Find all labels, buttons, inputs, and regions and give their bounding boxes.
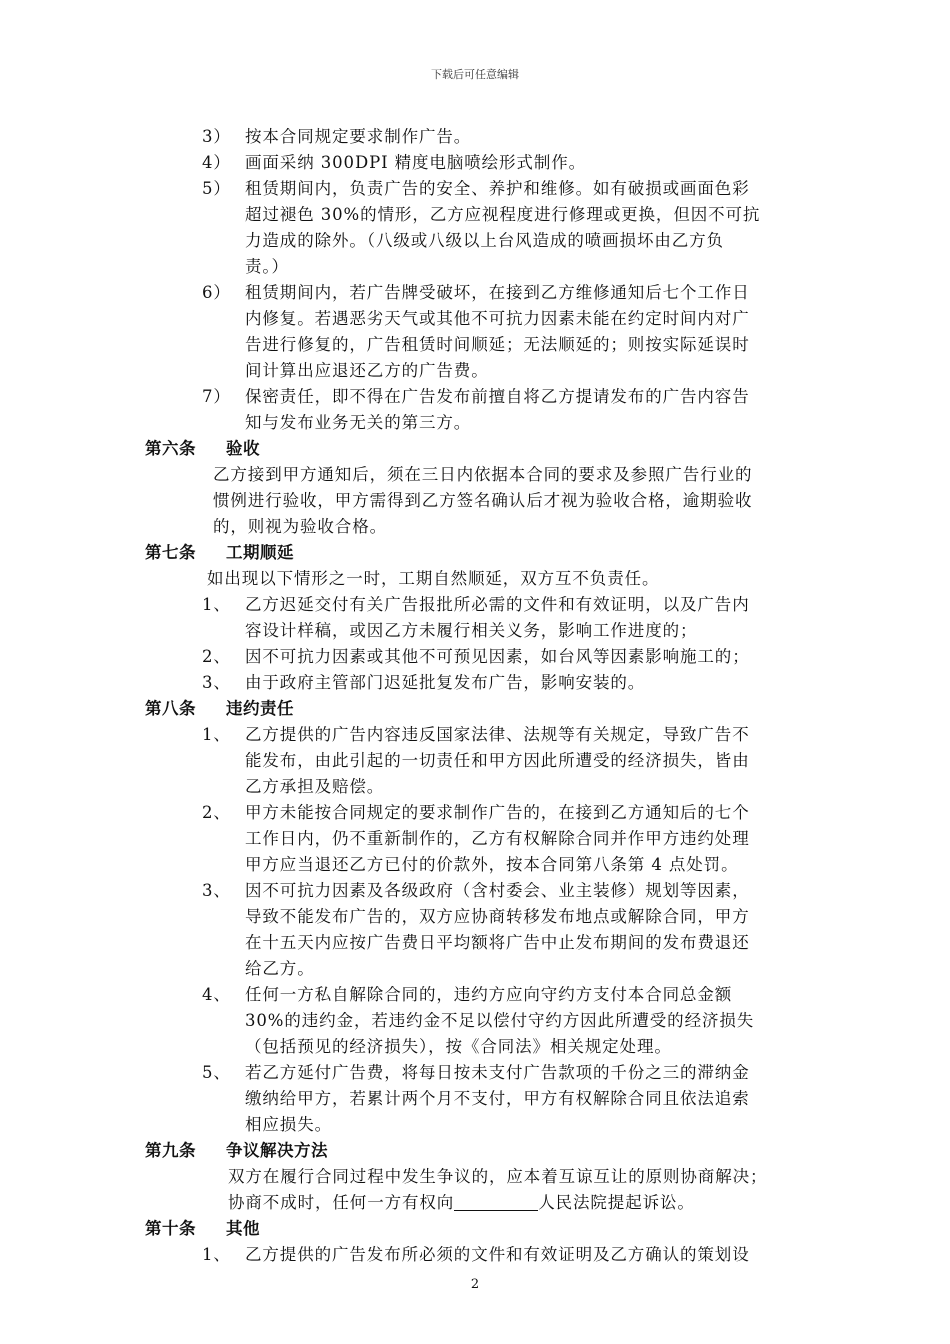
- article-title: 争议解决方法: [226, 1141, 328, 1160]
- item-text: 乙方提供的广告内容违反国家法律、法规等有关规定，导致广告不: [245, 725, 750, 744]
- item-text: 租赁期间内，负责广告的安全、养护和维修。如有破损或画面色彩: [245, 179, 750, 198]
- article-title: 违约责任: [226, 699, 294, 718]
- item-text: 甲方应当退还乙方已付的价款外，按本合同第八条第 4 点处罚。: [245, 855, 739, 874]
- item-number: 1、: [202, 1245, 231, 1264]
- article-number: 第六条: [145, 439, 196, 458]
- contract-body: [145, 124, 810, 1268]
- item-text: 因不可抗力因素及各级政府（含村委会、业主装修）规划等因素，: [245, 881, 750, 900]
- list-item: [145, 982, 810, 1008]
- item-text: 责。）: [245, 257, 289, 276]
- item-text: 导致不能发布广告的，双方应协商转移发布地点或解除合同，甲方: [245, 907, 750, 926]
- article-heading-9: [145, 1138, 810, 1164]
- item-text: 乙方承担及赔偿。: [245, 777, 385, 796]
- item-number: 4、: [202, 985, 231, 1004]
- item-continuation: [145, 332, 810, 358]
- list-item: [145, 280, 810, 306]
- item-text: 租赁期间内，若广告牌受破坏，在接到乙方维修通知后七个工作日: [245, 283, 750, 302]
- item-text: 若乙方延付广告费，将每日按未支付广告款项的千份之三的滞纳金: [245, 1063, 750, 1082]
- item-text: 知与发布业务无关的第三方。: [245, 413, 472, 432]
- item-text: 保密责任，即不得在广告发布前擅自将乙方提请发布的广告内容告: [245, 387, 750, 406]
- item-text: 告进行修复的，广告租赁时间顺延；无法顺延的；则按实际延误时: [245, 335, 750, 354]
- list-item: [145, 124, 810, 150]
- paragraph-line: [145, 514, 810, 540]
- article-heading-8: [145, 696, 810, 722]
- item-text: 任何一方私自解除合同的，违约方应向守约方支付本合同总金额: [245, 985, 733, 1004]
- item-number: 5）: [202, 179, 231, 198]
- paragraph-text: [228, 1190, 695, 1216]
- item-continuation: [145, 358, 810, 384]
- item-number: 5、: [202, 1063, 231, 1082]
- page-number: 2: [470, 1277, 480, 1292]
- list-item: [145, 592, 810, 618]
- article-heading-7: [145, 540, 810, 566]
- item-continuation: [145, 826, 810, 852]
- list-item: [145, 670, 810, 696]
- item-text: 内修复。若遇恶劣天气或其他不可抗力因素未能在约定时间内对广: [245, 309, 750, 328]
- paragraph-text: 惯例进行验收，甲方需得到乙方签名确认后才视为验收合格，逾期验收: [213, 491, 753, 510]
- article-number: 第八条: [145, 699, 196, 718]
- item-text: 在十五天内应按广告费日平均额将广告中止发布期间的发布费退还: [245, 933, 750, 952]
- article-heading-6: [145, 436, 810, 462]
- item-number: 3、: [202, 881, 231, 900]
- item-continuation: [145, 228, 810, 254]
- item-continuation: [145, 956, 810, 982]
- list-item: [145, 176, 810, 202]
- paragraph-text: 如出现以下情形之一时，工期自然顺延，双方互不负责任。: [207, 569, 660, 588]
- item-number: 1、: [202, 595, 231, 614]
- paragraph-line: [145, 1164, 810, 1190]
- item-continuation: [145, 774, 810, 800]
- item-text: 甲方未能按合同规定的要求制作广告的，在接到乙方通知后的七个: [245, 803, 750, 822]
- article-title: 其他: [226, 1219, 260, 1238]
- article-number: 第十条: [145, 1219, 196, 1238]
- item-text: 乙方提供的广告发布所必须的文件和有效证明及乙方确认的策划设: [245, 1245, 750, 1264]
- article-heading-10: [145, 1216, 810, 1242]
- item-continuation: [145, 904, 810, 930]
- item-text: 容设计样稿，或因乙方未履行相关义务，影响工作进度的；: [245, 621, 698, 640]
- item-continuation: [145, 1034, 810, 1060]
- item-text: 按本合同规定要求制作广告。: [245, 127, 472, 146]
- list-item: [145, 384, 810, 410]
- item-text: 超过褪色 30%的情形，乙方应视程度进行修理或更换，但因不可抗: [245, 205, 761, 224]
- item-continuation: [145, 1008, 810, 1034]
- item-text: 缴纳给甲方，若累计两个月不支付，甲方有权解除合同且依法追索: [245, 1089, 750, 1108]
- item-text: 30%的违约金，若违约金不足以偿付守约方因此所遭受的经济损失: [245, 1011, 755, 1030]
- item-text: 乙方迟延交付有关广告报批所必需的文件和有效证明，以及广告内: [245, 595, 750, 614]
- paragraph-line: [145, 488, 810, 514]
- item-number: 2、: [202, 647, 231, 666]
- article-title: 验收: [226, 439, 260, 458]
- paragraph-line: [145, 566, 810, 592]
- item-continuation: [145, 618, 810, 644]
- paragraph-text: 乙方接到甲方通知后，须在三日内依据本合同的要求及参照广告行业的: [213, 465, 753, 484]
- item-number: 4）: [202, 153, 231, 172]
- item-continuation: [145, 852, 810, 878]
- item-continuation: [145, 254, 810, 280]
- item-number: 6）: [202, 283, 231, 302]
- list-item: [145, 150, 810, 176]
- item-continuation: [145, 1112, 810, 1138]
- item-text: 工作日内，仍不重新制作的，乙方有权解除合同并作甲方违约处理: [245, 829, 750, 848]
- item-continuation: [145, 748, 810, 774]
- list-item: [145, 800, 810, 826]
- item-number: 3）: [202, 127, 231, 146]
- paragraph-text: 双方在履行合同过程中发生争议的，应本着互谅互让的原则协商解决；: [228, 1167, 768, 1186]
- paragraph-line: [145, 1190, 810, 1216]
- list-item: [145, 722, 810, 748]
- item-text: 相应损失。: [245, 1115, 332, 1134]
- item-continuation: [145, 306, 810, 332]
- item-continuation: [145, 410, 810, 436]
- court-name-blank: [454, 1192, 538, 1211]
- paragraph-line: [145, 462, 810, 488]
- article-number: 第九条: [145, 1141, 196, 1160]
- list-item: [145, 878, 810, 904]
- item-continuation: [145, 202, 810, 228]
- item-text: 画面采纳 300DPI 精度电脑喷绘形式制作。: [245, 153, 587, 172]
- item-text: 力造成的除外。（八级或八级以上台风造成的喷画损坏由乙方负: [245, 231, 724, 250]
- item-continuation: [145, 930, 810, 956]
- court-text-after: 人民法院提起诉讼。: [538, 1193, 695, 1212]
- item-number: 1、: [202, 725, 231, 744]
- list-item: [145, 644, 810, 670]
- list-item: [145, 1060, 810, 1086]
- item-text: 因不可抗力因素或其他不可预见因素，如台风等因素影响施工的；: [245, 647, 750, 666]
- list-item: [145, 1242, 810, 1268]
- item-number: 2、: [202, 803, 231, 822]
- article-number: 第七条: [145, 543, 196, 562]
- item-text: 由于政府主管部门迟延批复发布广告，影响安装的。: [245, 673, 646, 692]
- article-5-items: [145, 124, 810, 436]
- page-header: 下载后可任意编辑: [431, 68, 519, 81]
- item-number: 7）: [202, 387, 231, 406]
- court-text-before: 协商不成时，任何一方有权向: [228, 1193, 455, 1212]
- item-text: 间计算出应退还乙方的广告费。: [245, 361, 489, 380]
- item-number: 3、: [202, 673, 231, 692]
- item-text: 能发布，由此引起的一切责任和甲方因此所遭受的经济损失，皆由: [245, 751, 750, 770]
- item-text: （包括预见的经济损失），按《合同法》相关规定处理。: [245, 1037, 672, 1056]
- article-title: 工期顺延: [226, 543, 294, 562]
- paragraph-text: 的，则视为验收合格。: [213, 517, 387, 536]
- item-text: 给乙方。: [245, 959, 315, 978]
- item-continuation: [145, 1086, 810, 1112]
